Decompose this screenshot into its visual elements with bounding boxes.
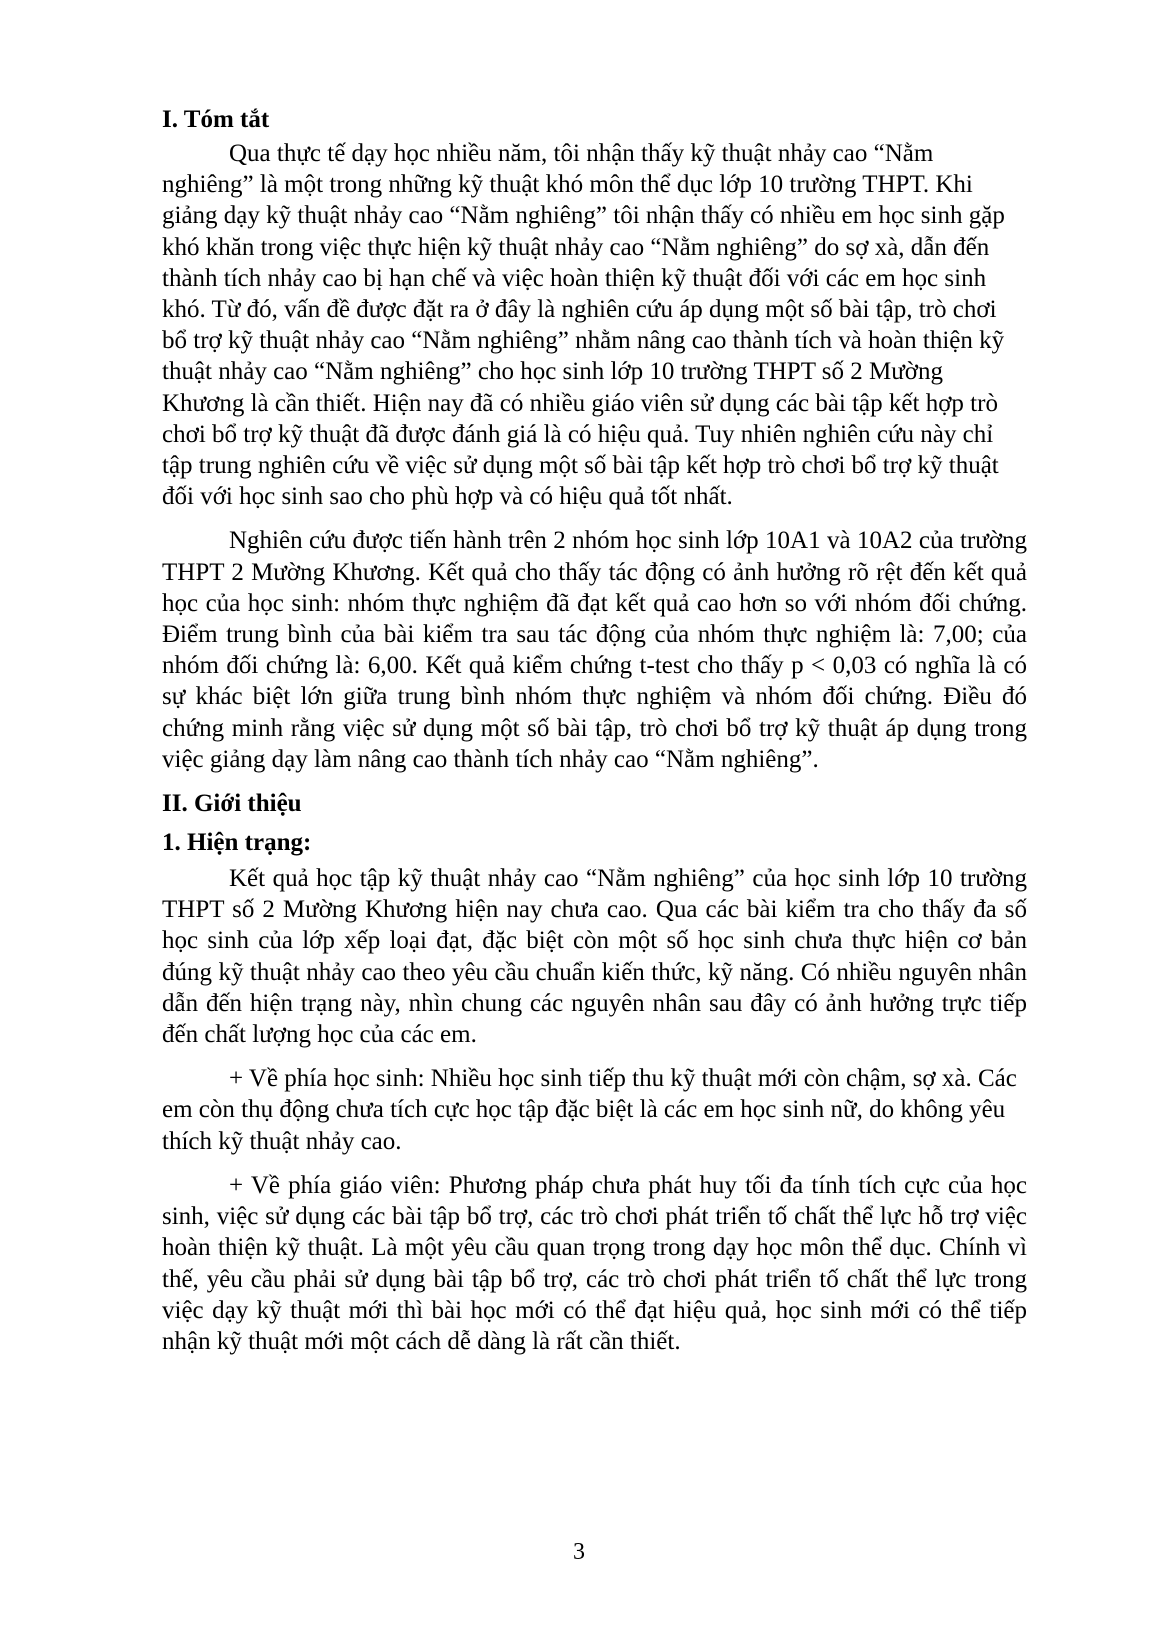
- page-content: [162, 104, 1027, 1370]
- status-paragraph-1: Kết quả học tập kỹ thuật nhảy cao “Nằm nghiêng” của học sinh lớp 10 trường THPT số 2 Mường Khương hiện nay chưa cao. Qua các bài kiểm tra cho thấy đa số học sinh của lớp xếp loại đạt, đặc biệt còn một số học sinh chưa thực hiện cơ bản đúng kỹ thuật nhảy cao theo yêu cầu chuẩn kiến thức, kỹ năng. Có nhiều nguyên nhân dẫn đến hiện trạng này, nhìn chung các nguyên nhân sau đây có ảnh hưởng trực tiếp đến chất lượng học của các em.: [162, 865, 1027, 1049]
- summary-paragraph-2: Nghiên cứu được tiến hành trên 2 nhóm học sinh lớp 10A1 và 10A2 của trường THPT 2 Mường Khương. Kết quả cho thấy tác động có ảnh hưởng rõ rệt đến kết quả học của học sinh: nhóm thực nghiệm đã đạt kết quả cao hơn so với nhóm đối chứng. Điểm trung bình của bài kiểm tra sau tác động của nhóm thực nghiệm là: 7,00; của nhóm đối chứng là: 6,00. Kết quả kiểm chứng t-test cho thấy p < 0,03 có nghĩa là có sự khác biệt lớn giữa trung bình nhóm thực nghiệm và nhóm đối chứng. Điều đó chứng minh rằng việc sử dụng một số bài tập, trò chơi bổ trợ kỹ thuật áp dụng trong việc giảng dạy làm nâng cao thành tích nhảy cao “Nằm nghiêng”.: [162, 527, 1027, 773]
- page-number: 3: [573, 1539, 585, 1565]
- status-paragraph-teachers: + Về phía giáo viên: Phương pháp chưa phát huy tối đa tính tích cực của học sinh, việc sử dụng các bài tập bổ trợ, các trò chơi phát triển tố chất thể lực hỗ trợ việc hoàn thiện kỹ thuật. Là một yêu cầu quan trọng trong dạy học môn thể dục. Chính vì thế, yêu cầu phải sử dụng bài tập bổ trợ, các trò chơi phát triển tố chất thể lực trong việc dạy kỹ thuật mới thì bài học mới có thể đạt hiệu quả, học sinh mới có thể tiếp nhận kỹ thuật mới một cách dễ dàng là rất cần thiết.: [162, 1171, 1027, 1355]
- status-paragraph-students: + Về phía học sinh: Nhiều học sinh tiếp thu kỹ thuật mới còn chậm, sợ xà. Các em còn thụ động chưa tích cực học tập đặc biệt là các em học sinh nữ, do không yêu thích kỹ thuật nhảy cao.: [162, 1065, 1017, 1155]
- subsection-heading-status: 1. Hiện trạng:: [162, 829, 312, 857]
- summary-paragraph-1: Qua thực tế dạy học nhiều năm, tôi nhận thấy kỹ thuật nhảy cao “Nằm nghiêng” là một trong những kỹ thuật khó môn thể dục lớp 10 trường THPT. Khi giảng dạy kỹ thuật nhảy cao “Nằm nghiêng” tôi nhận thấy có nhiều em học sinh gặp khó khăn trong việc thực hiện kỹ thuật nhảy cao “Nằm nghiêng” do sợ xà, dẫn đến thành tích nhảy cao bị hạn chế và việc hoàn thiện kỹ thuật đối với các em học sinh khó. Từ đó, vấn đề được đặt ra ở đây là nghiên cứu áp dụng một số bài tập, trò chơi bổ trợ kỹ thuật nhảy cao “Nằm nghiêng” nhằm nâng cao thành tích và hoàn thiện kỹ thuật nhảy cao “Nằm nghiêng” cho học sinh lớp 10 trường THPT số 2 Mường Khương là cần thiết. Hiện nay đã có nhiều giáo viên sử dụng các bài tập kết hợp trò chơi bổ trợ kỹ thuật đã được đánh giá là có hiệu quả. Tuy nhiên nghiên cứu này chỉ tập trung nghiên cứu về việc sử dụng một số bài tập kết hợp trò chơi bổ trợ kỹ thuật đối với học sinh sao cho phù hợp và có hiệu quả tốt nhất.: [162, 140, 1005, 511]
- section-heading-introduction: II. Giới thiệu: [162, 790, 302, 818]
- section-heading-summary: I. Tóm tắt: [162, 106, 270, 133]
